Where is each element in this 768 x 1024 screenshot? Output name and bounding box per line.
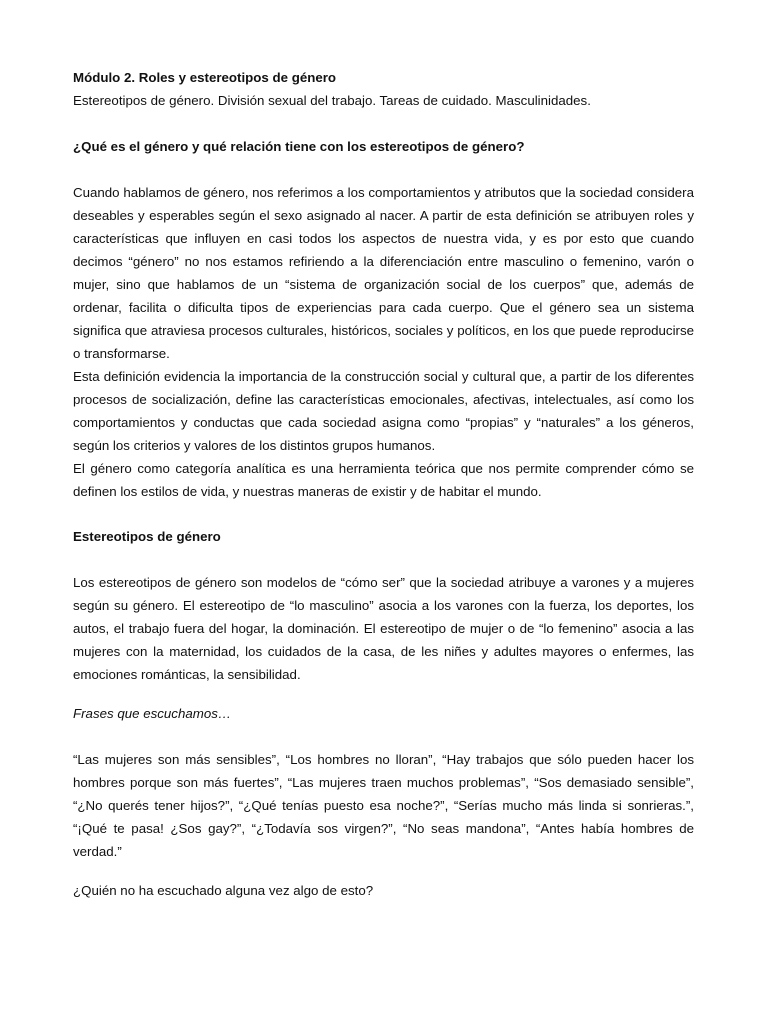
paragraph-categoria-analitica: El género como categoría analítica es una herramienta teórica que nos permite comprender cómo se definen los estilos de vida, y nuestras maneras de existir y de habitar el mundo. <box>73 461 694 499</box>
module-title: Módulo 2. Roles y estereotipos de género <box>73 70 337 85</box>
module-subtitle: Estereotipos de género. División sexual del trabajo. Tareas de cuidado. Masculinidades. <box>73 93 591 108</box>
closing-question: ¿Quién no ha escuchado alguna vez algo de esto? <box>73 883 374 898</box>
phrases-label: Frases que escuchamos… <box>73 706 232 721</box>
spacer <box>73 686 694 702</box>
paragraph-frases: “Las mujeres son más sensibles”, “Los hombres no lloran”, “Hay trabajos que sólo pueden hacer los hombres porque son más fuertes”, “Las mujeres traen muchos problemas”, “Sos demasiado sensible”, “¿No querés tener hijos?”, “¿Qué tenías puesto esa noche?”, “Serías mucho más linda si sonrieras.”, “¡Qué te pasa! ¿Sos gay?”, “¿Todavía sos virgen?”, “No seas mandona”, “Antes había hombres de verdad.” <box>73 752 694 859</box>
section-heading-estereotipos: Estereotipos de género <box>73 529 221 544</box>
spacer <box>73 863 694 879</box>
paragraph-definicion-genero: Cuando hablamos de género, nos referimos a los comportamientos y atributos que la sociedad considera deseables y esperables según el sexo asignado al nacer. A partir de esta definición se atribuyen roles y características que influyen en casi todos los aspectos de nuestra vida, y es por esto que cuando decimos “género” no nos estamos refiriendo a la diferenciación entre masculino o femenino, varón o mujer, sino que hablamos de un “sistema de organización social de los cuerpos” que, además de ordenar, facilita o dificulta tipos de experiencias para cada cuerpo. Que el género sea un sistema significa que atraviesa procesos culturales, históricos, sociales y políticos, en los que puede reproducirse o transformarse. <box>73 185 694 361</box>
paragraph-construccion-social: Esta definición evidencia la importancia de la construcción social y cultural que, a partir de los diferentes procesos de socialización, define las características emocionales, afectivas, intelectuales, así como los comportamientos y conductas que cada sociedad asigna como “propias” y “naturales” a los géneros, según los criterios y valores de los distintos grupos humanos. <box>73 369 694 453</box>
spacer <box>73 158 694 181</box>
document-page <box>73 66 694 902</box>
paragraph-estereotipos: Los estereotipos de género son modelos de “cómo ser” que la sociedad atribuye a varones y a mujeres según su género. El estereotipo de “lo masculino” asocia a los varones con la fuerza, los deportes, los autos, el trabajo fuera del hogar, la dominación. El estereotipo de mujer o de “lo femenino” asocia a las mujeres con la maternidad, los cuidados de la casa, de les niñes y adultes mayores o enfermes, las emociones románticas, la sensibilidad. <box>73 575 694 682</box>
spacer <box>73 503 694 525</box>
spacer <box>73 725 694 748</box>
spacer <box>73 548 694 571</box>
section-heading-genero: ¿Qué es el género y qué relación tiene con los estereotipos de género? <box>73 139 525 154</box>
spacer <box>73 112 694 135</box>
